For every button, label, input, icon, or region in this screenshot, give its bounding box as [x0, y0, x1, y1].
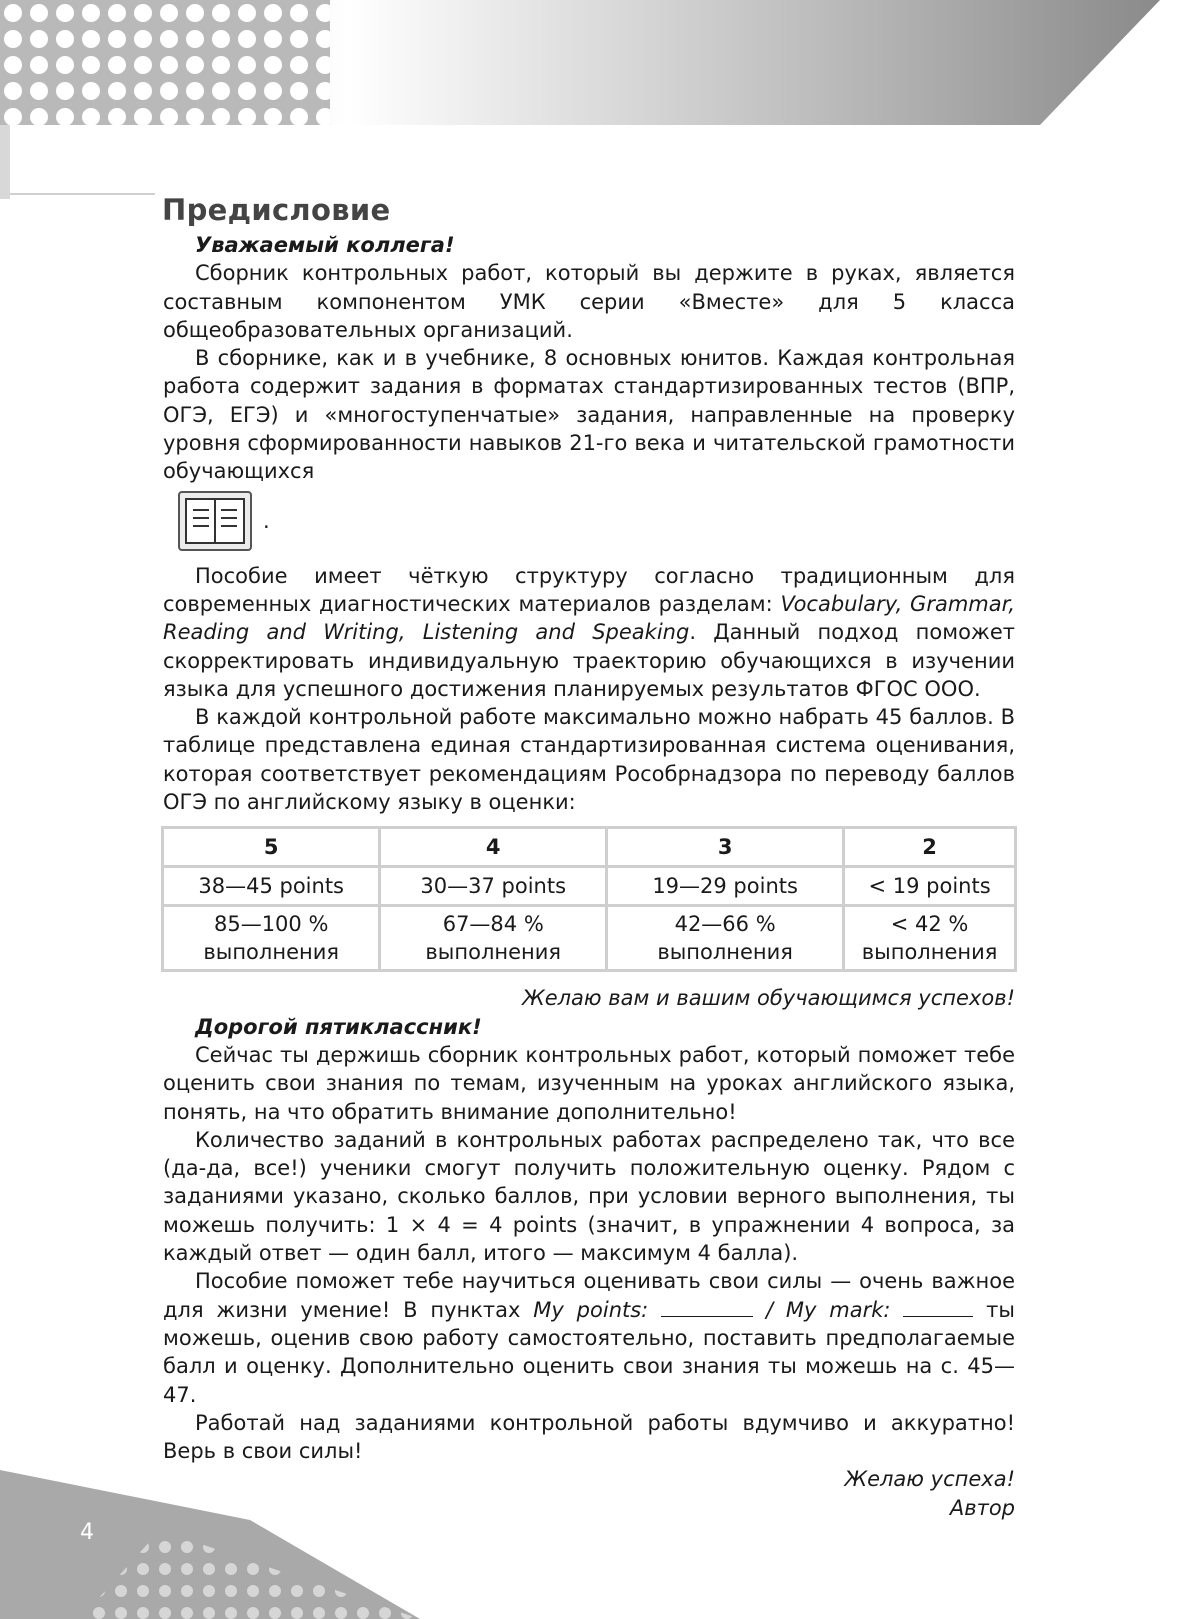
- section-names: Vocabulary, Grammar, Reading and Writing, Listening and Speaking: [163, 591, 1015, 645]
- teacher-paragraph-2-text: В сборнике, как и в учебнике, 8 основных юнитов. Каждая контрольная работа содержит задания в форматах стандартизированных тестов (ВПР, ОГЭ, ЕГЭ) и «многоступенчатые» задания, направленные на проверку уровня сформированности навыков 21-го века и читательской грамотности обучающихся: [163, 346, 1015, 484]
- table-cell-points: 38—45 points: [164, 868, 378, 904]
- teacher-paragraph-3-pre: Пособие имеет чёткую структуру согласно традиционным для современных диагностических материалов разделам:: [163, 563, 1015, 616]
- table-cell-percent: [381, 907, 605, 969]
- teacher-paragraph-4: В каждой контрольной работе максимально можно набрать 45 баллов. В таблице представлена единая стандартизированная система оценивания, которая соответствует рекомендациям Рособрнадзора по переводу баллов ОГЭ по английскому языку в оценки:: [163, 705, 1015, 815]
- header-decoration: [0, 0, 1200, 125]
- page-title: Предисловие: [162, 193, 391, 227]
- teacher-wish: Желаю вам и вашим обучающимся успехов!: [522, 986, 1015, 1011]
- teacher-greeting: Уважаемый коллега!: [195, 233, 455, 257]
- open-book-icon: [177, 490, 253, 552]
- table-cell-grade: 4: [381, 829, 605, 865]
- author-signature: Автор: [949, 1495, 1015, 1520]
- percent-value: 42—66 %: [674, 912, 776, 937]
- table-cell-points: 30—37 points: [381, 868, 605, 904]
- my-mark-label: My mark:: [785, 1297, 891, 1322]
- header-tab-mark: [0, 125, 155, 201]
- student-paragraph-2: Количество заданий в контрольных работах распределено так, что все (да-да, все!) ученики смогут получить положительную оценку. Рядом с заданиями указано, сколько баллов, при условии верного выполнения, ты можешь получить: 1 × 4 = 4 points (значит, в упражнении 4 вопроса, за каждый ответ — один балл, итого — максимум 4 балла).: [163, 1127, 1015, 1266]
- table-cell-percent: [164, 907, 378, 969]
- page-number: 4: [80, 1520, 94, 1545]
- table-cell-grade: 5: [164, 829, 378, 865]
- student-paragraph-3-pre: Пособие поможет тебе научиться оценивать свои силы — очень важное для жизни умение! В пунктах: [163, 1269, 1015, 1322]
- page-content: [163, 193, 1015, 1522]
- teacher-paragraph-3-post: . Данный подход поможет скорректировать индивидуальную траекторию обучающихся в изучении языка для успешного достижения планируемых результатов ФГОС ООО.: [163, 620, 1015, 701]
- slash: /: [765, 1297, 774, 1322]
- completion-label: выполнения: [657, 940, 793, 965]
- percent-value: 67—84 %: [442, 912, 544, 937]
- book-icon-line: [163, 486, 1015, 556]
- percent-value: < 42 %: [890, 912, 969, 937]
- student-paragraph-4: Работай над заданиями контрольной работы вдумчиво и аккуратно! Верь в свои силы!: [163, 1410, 1015, 1464]
- my-points-label: My points:: [533, 1297, 649, 1322]
- student-paragraph-1: Сейчас ты держишь сборник контрольных работ, который поможет тебе оценить свои знания по темам, изученным на уроках английского языка, понять, на что обратить внимание дополнительно!: [163, 1042, 1015, 1124]
- table-cell-grade: 3: [608, 829, 842, 865]
- student-wish: Желаю успеха!: [844, 1467, 1015, 1492]
- mark-blank: [903, 1298, 973, 1317]
- teacher-paragraph-2: [163, 344, 1015, 485]
- table-cell-points: 19—29 points: [608, 868, 842, 904]
- student-paragraph-3-post: ты можешь, оценив свою работу самостоятельно, поставить предполагаемые балл и оценку. Дополнительно оценить свои знания ты можешь на с. 45—47.: [163, 1297, 1015, 1407]
- points-blank: [661, 1298, 753, 1317]
- table-cell-percent: [608, 907, 842, 969]
- table-cell-grade: 2: [845, 829, 1014, 865]
- teacher-paragraph-1: Сборник контрольных работ, который вы держите в руках, является составным компонентом УМК серии «Вместе» для 5 класса общеобразовательных организаций.: [163, 261, 1015, 342]
- teacher-paragraph-3: [163, 562, 1015, 703]
- completion-label: выполнения: [425, 940, 562, 965]
- student-paragraph-3: [163, 1267, 1015, 1408]
- percent-value: 85—100 %: [213, 912, 329, 937]
- teacher-paragraph-2-dot: .: [263, 508, 270, 533]
- completion-label: выполнения: [861, 940, 998, 965]
- student-greeting: Дорогой пятиклассник!: [195, 1014, 482, 1039]
- grades-table: [161, 826, 1017, 972]
- table-row-grades: [164, 829, 1014, 865]
- table-cell-percent: [845, 907, 1014, 969]
- table-row-points: [164, 868, 1014, 904]
- table-row-percent: [164, 907, 1014, 969]
- table-cell-points: < 19 points: [845, 868, 1014, 904]
- completion-label: выполнения: [203, 940, 339, 965]
